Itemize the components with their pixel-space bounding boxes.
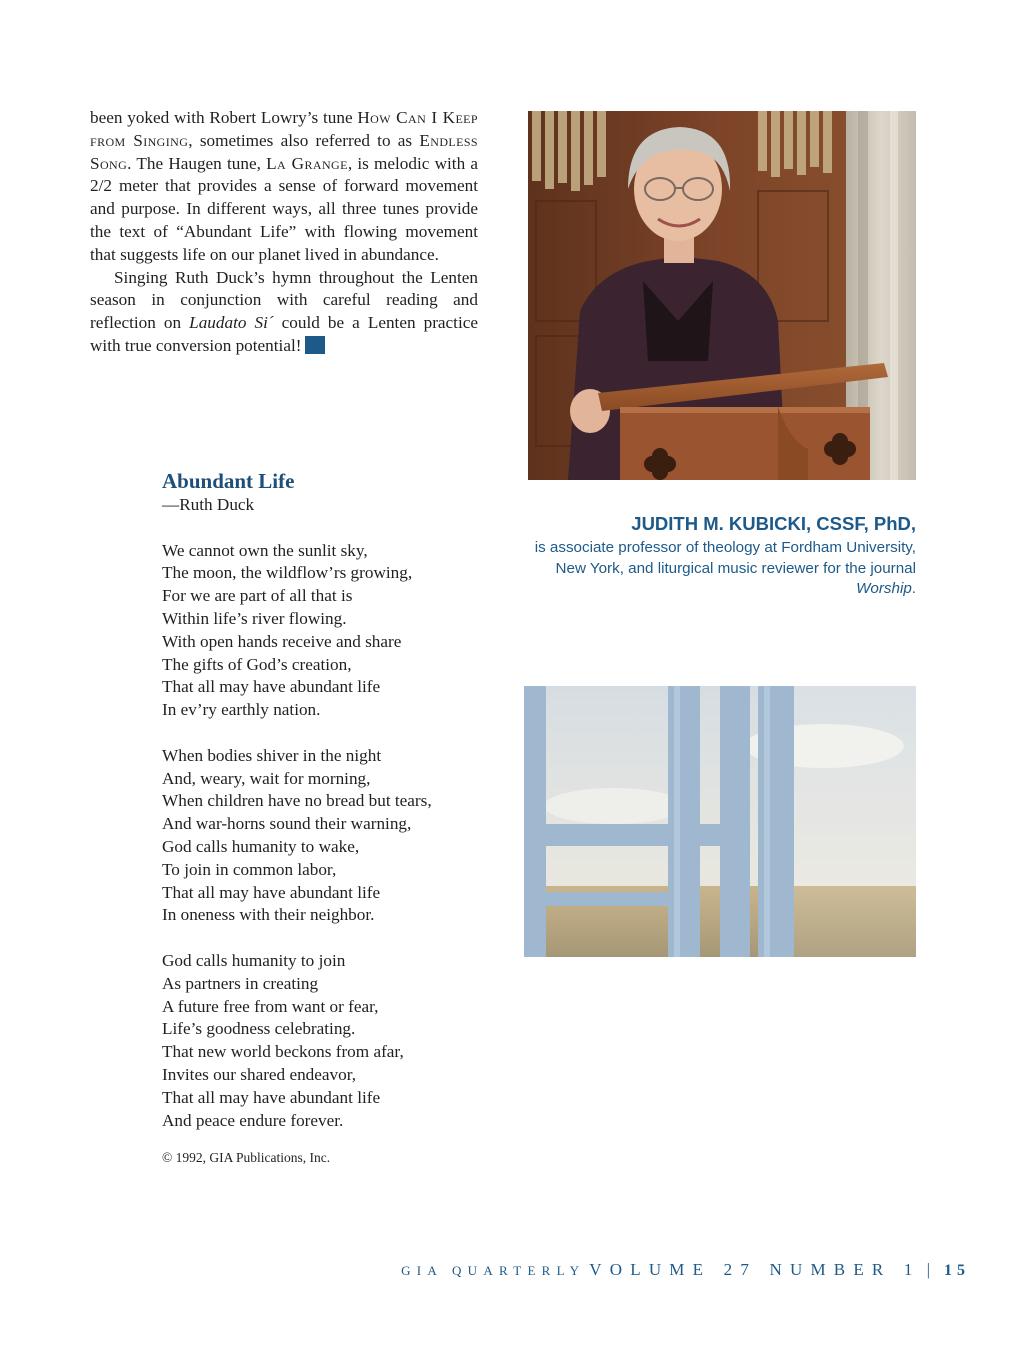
- page-footer: [401, 1260, 970, 1280]
- hymn-line: When children have no bread but tears,: [162, 791, 432, 811]
- hymn-line: And, weary, wait for morning,: [162, 768, 371, 788]
- end-mark-square-icon: [305, 336, 325, 354]
- publication-name: GIA QUARTERLY: [401, 1263, 586, 1278]
- journal-name: Worship: [856, 580, 912, 597]
- text-run: been yoked with Robert Lowry’s tune: [90, 108, 358, 127]
- window-field-image: [524, 686, 916, 957]
- hymn-line: That new world beckons from afar,: [162, 1042, 404, 1062]
- hymn-line: The gifts of God’s creation,: [162, 654, 352, 674]
- hymn-line: That all may have abundant life: [162, 677, 381, 697]
- text-run: , is melodic with a 2/2 meter that provides a sense of forward movement and purpose. In different ways, all three tunes provide the text of “Abundant Life” with flowing movement that suggests life on our planet lived in abundance.: [90, 153, 479, 264]
- hymn-stanza-3: [162, 950, 502, 1132]
- hymn-line: And war-horns sound their warning,: [162, 814, 412, 834]
- hymn-line: We cannot own the sunlit sky,: [162, 540, 368, 560]
- intro-paragraph-2-text: [90, 268, 478, 355]
- author-description-end: .: [911, 580, 916, 597]
- hymn-line: God calls humanity to wake,: [162, 836, 360, 856]
- hymn-line: The moon, the wildflow’rs growing,: [162, 563, 413, 583]
- hymn-line: A future free from want or fear,: [162, 996, 379, 1016]
- text-run: could be a Lenten practice with true conversion potential!: [90, 313, 478, 355]
- hymn-line: Within life’s river flowing.: [162, 608, 347, 628]
- author-description-text: is associate professor of theology at Fordham University, New York, and liturgical music reviewer for the journal: [534, 539, 916, 577]
- footer-separator: |: [926, 1260, 930, 1279]
- hymn: [162, 468, 502, 1167]
- text-run: . The Haugen tune,: [127, 153, 267, 173]
- hymn-title: Abundant Life: [162, 469, 295, 493]
- text-run: , sometimes also referred to as: [188, 130, 420, 150]
- hymn-stanza-1: [162, 540, 502, 722]
- hymn-line: God calls humanity to join: [162, 950, 346, 970]
- hymn-line: Invites our shared endeavor,: [162, 1064, 357, 1084]
- hymn-line: That all may have abundant life: [162, 882, 381, 902]
- hymn-line: As partners in creating: [162, 973, 319, 993]
- author-photo-illustration: [528, 111, 916, 480]
- hymn-stanza-2: [162, 745, 502, 927]
- hymn-line: In ev’ry earthly nation.: [162, 700, 321, 720]
- author-name: JUDITH M. KUBICKI, CSSF, PhD,: [631, 513, 916, 534]
- hymn-line: For we are part of all that is: [162, 586, 353, 606]
- book-title: Laudato Si´: [189, 313, 274, 333]
- tune-name: How Can I Keep from Singing: [90, 108, 478, 150]
- hymn-line: That all may have abundant life: [162, 1087, 381, 1107]
- intro-text: [90, 107, 478, 358]
- intro-paragraph-2: [90, 267, 478, 358]
- hymn-line: To join in common labor,: [162, 859, 337, 879]
- window-field-illustration: [524, 686, 916, 957]
- hymn-author: —Ruth Duck: [162, 495, 255, 514]
- hymn-line: When bodies shiver in the night: [162, 745, 382, 765]
- intro-paragraph-1: [90, 107, 478, 267]
- author-photo: [528, 111, 916, 480]
- tune-name: La Grange: [266, 153, 348, 173]
- author-bio: [528, 512, 916, 600]
- hymn-line: With open hands receive and share: [162, 631, 402, 651]
- text-run: Singing Ruth Duck’s hymn throughout the Lenten season in conjunction with careful reading and reflection on: [90, 267, 478, 333]
- hymn-line: In oneness with their neighbor.: [162, 905, 375, 925]
- volume-number: VOLUME 27 NUMBER 1: [589, 1260, 921, 1279]
- hymn-copyright: © 1992, GIA Publications, Inc.: [162, 1150, 331, 1166]
- tune-name: Endless Song: [90, 130, 478, 173]
- author-description: [528, 538, 916, 600]
- hymn-line: Life’s goodness celebrating.: [162, 1019, 356, 1039]
- page-number: 15: [944, 1262, 970, 1279]
- hymn-line: And peace endure forever.: [162, 1110, 344, 1130]
